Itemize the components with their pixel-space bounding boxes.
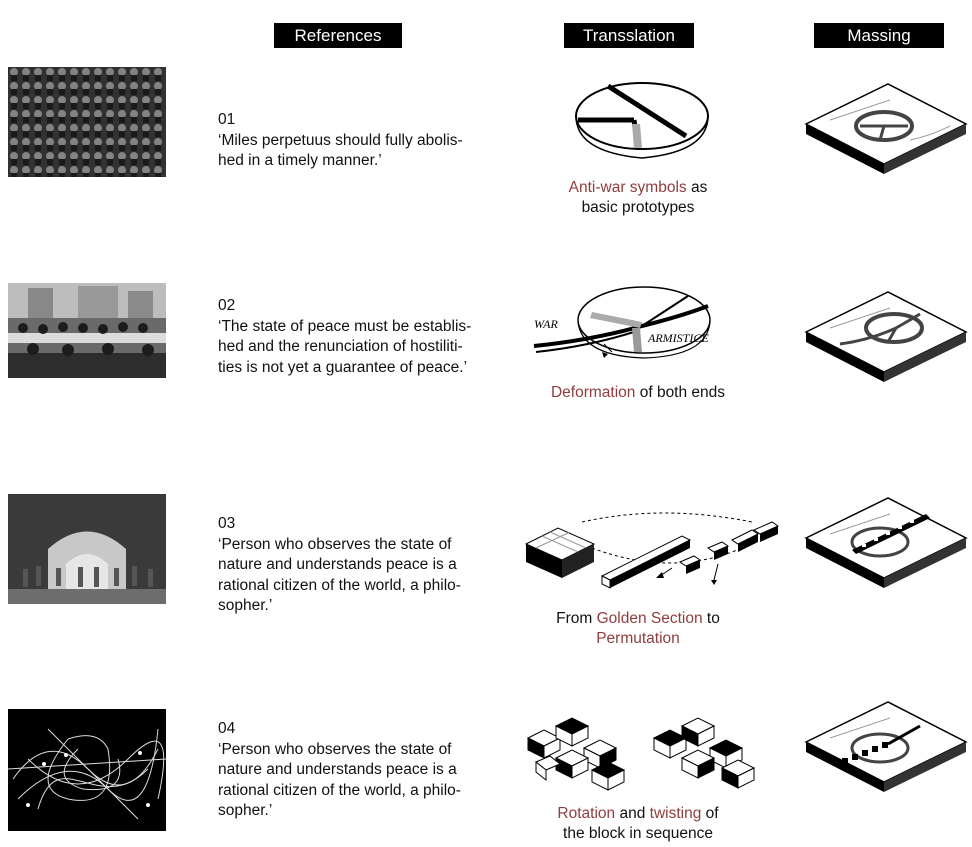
- caption-highlight: Permutation: [596, 630, 680, 647]
- caption-02: [528, 383, 748, 403]
- caption-highlight: Deformation: [550, 384, 636, 401]
- caption-text: and: [615, 805, 650, 822]
- massing-model-04: [800, 698, 970, 828]
- massing-model-01: [800, 80, 970, 210]
- quote-line: hed and the renunciation of hostiliti-: [218, 338, 463, 355]
- caption-03: [528, 609, 748, 649]
- caption-highlight: Golden Section: [596, 610, 703, 627]
- deformation-diagram: [532, 282, 722, 374]
- quote-line: ties is not yet a guarantee of peace.’: [218, 358, 468, 376]
- light-trails-photo: [8, 709, 166, 831]
- quote-line: rational citizen of the world, a philo-: [218, 781, 461, 799]
- peace-symbol-diagram: [568, 76, 716, 168]
- caption-text: of: [701, 805, 719, 822]
- quote-line: sopher.’: [218, 597, 273, 614]
- caption-text: From: [556, 610, 597, 627]
- block-sequence: [602, 536, 690, 588]
- quote-01: [218, 110, 518, 172]
- caption-text: of both ends: [635, 384, 726, 401]
- golden-section-diagram: [522, 508, 784, 598]
- soldiers-photo: [8, 67, 166, 177]
- references-header: References: [274, 23, 402, 48]
- war-label: WAR: [534, 317, 558, 331]
- quote-line: nature and understands peace is a: [218, 556, 457, 573]
- caption-04: [528, 804, 748, 844]
- quote-line: hed in a timely manner.’: [218, 152, 382, 169]
- caption-text: to: [702, 610, 720, 627]
- quote-04: [218, 719, 518, 822]
- quote-02: [218, 296, 518, 378]
- caption-highlight: Anti-war symbols: [568, 179, 687, 196]
- quote-line: ‘Person who observes the state of: [218, 740, 452, 758]
- massing-model-02: [800, 288, 970, 418]
- quote-line: ‘The state of peace must be establis-: [218, 317, 472, 335]
- quote-number: 04: [218, 720, 236, 737]
- caption-highlight: twisting: [649, 805, 702, 822]
- caption-text: basic prototypes: [581, 199, 695, 216]
- school-of-athens-photo: [8, 494, 166, 604]
- massing-model-03: [800, 494, 970, 624]
- quote-line: sopher.’: [218, 802, 273, 819]
- quote-line: ‘Person who observes the state of: [218, 535, 452, 553]
- quote-line: nature and understands peace is a: [218, 761, 457, 778]
- quote-03: [218, 514, 518, 617]
- quote-line: ‘Miles perpetuus should fully abolis-: [218, 131, 463, 149]
- caption-highlight: Rotation: [557, 805, 616, 822]
- caption-text: the block in sequence: [563, 825, 713, 842]
- quote-line: rational citizen of the world, a philo-: [218, 576, 461, 594]
- quote-number: 02: [218, 297, 236, 314]
- caption-text: as: [686, 179, 708, 196]
- armistice-label: ARMISTICE: [648, 331, 709, 345]
- translation-header: Transslation: [564, 23, 694, 48]
- caption-01: [548, 178, 728, 218]
- quote-number: 03: [218, 515, 236, 532]
- rotation-diagram: [526, 712, 782, 798]
- quote-number: 01: [218, 111, 236, 128]
- assembly-photo: [8, 283, 166, 378]
- massing-header: Massing: [814, 23, 944, 48]
